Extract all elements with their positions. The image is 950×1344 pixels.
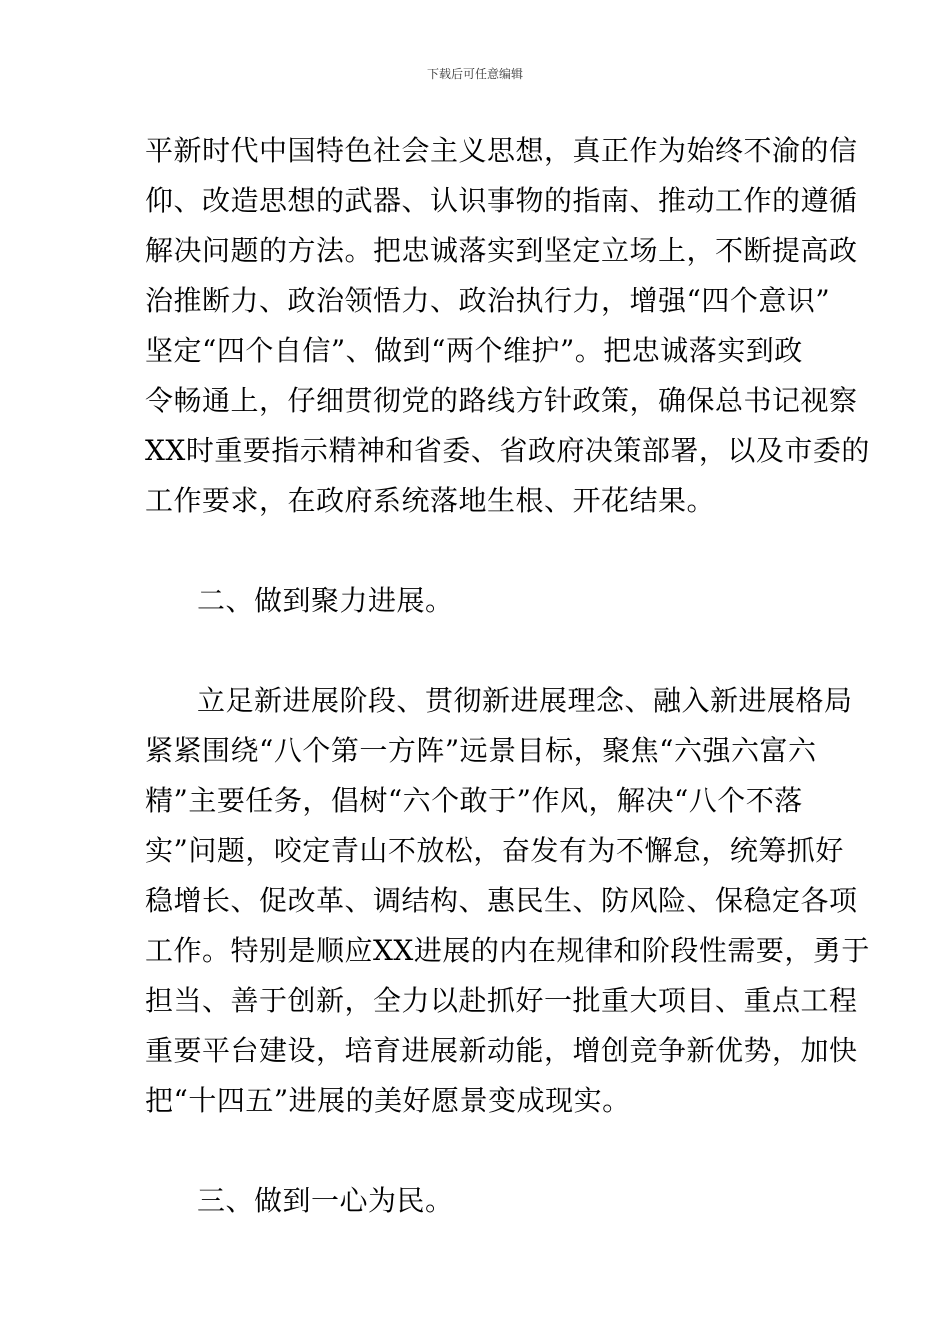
document-body [145,126,870,1226]
section-heading-3: 三、做到一心为民。 [197,1184,454,1217]
paragraph-line: 解决问题的方法。把忠诚落实到坚定立场上，不断提高政 [145,234,858,267]
paragraph-line: 紧紧围绕“八个第一方阵”远景目标，聚焦“六强六富六 [145,734,817,767]
paragraph-line: 仰、改造思想的武器、认识事物的指南、推动工作的遵循 [145,184,858,217]
blank-line [145,1126,809,1176]
paragraph-line: 治推断力、政治领悟力、政治执行力，增强“四个意识” [145,284,831,317]
paragraph-loyalty [145,126,870,526]
section-heading-2: 二、做到聚力进展。 [197,584,454,617]
paragraph-line: 工作。特别是顺应XX进展的内在规律和阶段性需要，勇于 [145,934,870,967]
paragraph-line: 平新时代中国特色社会主义思想，真正作为始终不渝的信 [145,134,858,167]
paragraph-line: XX时重要指示精神和省委、省政府决策部署，以及市委的 [145,434,870,467]
download-note: 下载后可任意编辑 [426,67,523,81]
paragraph-line: 工作要求，在政府系统落地生根、开花结果。 [145,484,716,517]
paragraph-line: 实”问题，咬定青山不放松，奋发有为不懈怠，统筹抓好 [145,834,844,867]
paragraph-development [145,676,870,1126]
paragraph-line: 精”主要任务，倡树“六个敢于”作风，解决“八个不落 [145,784,803,817]
paragraph-line: 坚定“四个自信”、做到“两个维护”。把忠诚落实到政 [145,334,803,367]
paragraph-line: 稳增长、促改革、调结构、惠民生、防风险、保稳定各项 [145,884,858,917]
paragraph-line: 令畅通上，仔细贯彻党的路线方针政策，确保总书记视察 [145,384,858,417]
paragraph-line: 担当、善于创新，全力以赴抓好一批重大项目、重点工程 [145,984,858,1017]
paragraph-line: 把“十四五”进展的美好愿景变成现实。 [145,1084,631,1117]
paragraph-line: 立足新进展阶段、贯彻新进展理念、融入新进展格局 [197,684,853,717]
blank-line [145,526,809,576]
paragraph-line: 重要平台建设，培育进展新动能，增创竞争新优势，加快 [145,1034,858,1067]
blank-line [145,626,809,676]
